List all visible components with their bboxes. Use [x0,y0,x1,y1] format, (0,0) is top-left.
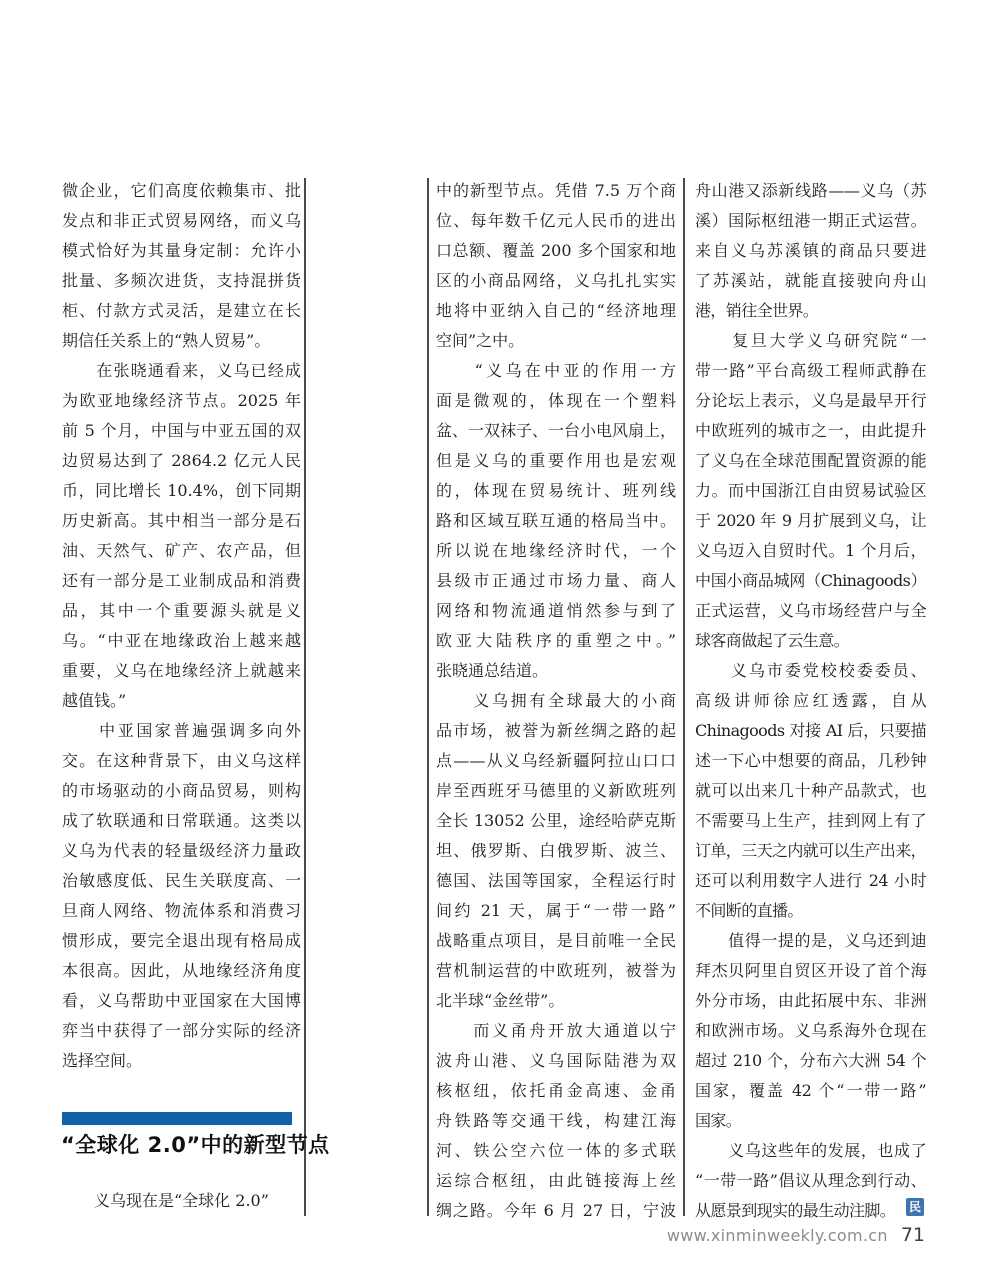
text-line: 就可以出来几十种产品款式，也 [695,781,926,800]
text-line: 前 5 个月，中国与中亚五国的双 [62,421,301,440]
text-line: 本很高。因此，从地缘经济角度 [62,961,301,980]
text-line: 舟山港又添新线路——义乌（苏 [695,181,926,200]
page-footer [667,1224,925,1246]
text-line: 了苏溪站，就能直接驶向舟山 [695,271,926,290]
text-line: 波舟山港、义乌国际陆港为双 [436,1051,676,1070]
text-line: 不需要马上生产，挂到网上有了 [695,811,926,830]
text-line: 于 2020 年 9 月扩展到义乌，让 [695,511,926,530]
text-line: 值得一提的是，义乌还到迪 [695,931,926,950]
text-line: 油、天然气、矿产、农产品，但 [62,541,301,560]
column-divider [304,178,306,1216]
text-line: 义乌市委党校校委委员、 [695,661,926,680]
text-line: 国家，覆盖 42 个“一带一路” [695,1081,926,1100]
text-line: 区的小商品网络，义乌扎扎实实 [436,271,676,290]
text-line: 还可以利用数字人进行 24 小时 [695,871,926,890]
text-line: 弈当中获得了一部分实际的经济 [62,1021,301,1040]
text-line: 国家。 [695,1111,742,1130]
text-line: 义乌拥有全球最大的小商 [436,691,676,710]
text-line: 中亚国家普遍强调多向外 [62,721,301,740]
text-line: 义乌现在是“全球化 2.0” [62,1191,269,1210]
text-line: 选择空间。 [62,1051,143,1070]
text-line: 的市场驱动的小商品贸易，则构 [62,781,301,800]
text-line: 面是微观的，体现在一个塑料 [436,391,676,410]
text-line: 带一路”平台高级工程师武静在 [695,361,926,380]
section-heading-bar [62,1112,292,1125]
text-line: 订单，三天之内就可以生产出来， [695,841,927,860]
text-line: 交。在这种背景下，由义乌这样 [62,751,301,770]
text-line: 和欧洲市场。义乌系海外仓现在 [695,1021,926,1040]
text-line: 为欧亚地缘经济节点。2025 年 [62,391,301,410]
text-line: 外分市场，由此拓展中东、非洲 [695,991,926,1010]
text-line: 口总额、覆盖 200 多个国家和地 [436,241,676,260]
text-line: 点——从义乌经新疆阿拉山口口 [436,751,676,770]
text-line: 历史新高。其中相当一部分是石 [62,511,301,530]
text-line: 网络和物流通道悄然参与到了 [436,601,676,620]
text-line: 岸至西班牙马德里的义新欧班列 [436,781,676,800]
article-column-middle [436,176,676,1226]
text-line: 盆、一双袜子、一台小电风扇上， [436,421,677,440]
text-line: 微企业，它们高度依赖集市、批 [62,181,301,200]
text-line: 空间”之中。 [436,331,525,350]
text-line: 中的新型节点。凭借 7.5 万个商 [436,181,676,200]
text-line: 批量、多频次进货，支持混拼货 [62,271,301,290]
text-line: 而义甬舟开放大通道以宁 [436,1021,676,1040]
text-line: 的，体现在贸易统计、班列线 [436,481,676,500]
text-line: 所以说在地缘经济时代，一个 [436,541,676,560]
text-line: 币，同比增长 10.4%，创下同期 [62,481,301,500]
text-line: 来自义乌苏溪镇的商品只要进 [695,241,926,260]
article-column-right [695,176,926,1226]
text-line: 义乌为代表的轻量级经济力量政 [62,841,301,860]
text-line: 高级讲师徐应红透露，自从 [695,691,926,710]
text-line: 营机制运营的中欧班列，被誉为 [436,961,676,980]
text-line: 成了软联通和日常联通。这类以 [62,811,301,830]
text-line: 欧亚大陆秩序的重塑之中。” [436,631,676,650]
text-line: 不间断的直播。 [695,901,803,920]
text-line: 义乌迈入自贸时代。1 个月后， [695,541,926,560]
column-divider [683,178,685,1216]
text-line: 重要，义乌在地缘经济上就越来 [62,661,301,680]
text-line: 期信任关系上的“熟人贸易”。 [62,331,271,350]
text-line: 间约 21 天，属于“一带一路” [436,901,676,920]
text-line: 河、铁公空六位一体的多式联 [436,1141,676,1160]
text-line: 张晓通总结道。 [436,661,549,680]
text-line: 力。而中国浙江自由贸易试验区 [695,481,926,500]
footer-website-url: www.xinminweekly.com.cn [666,1226,888,1245]
text-line: 义乌这些年的发展，也成了 [695,1141,926,1160]
text-line: 德国、法国等国家，全程运行时 [436,871,676,890]
text-line: 但是义乌的重要作用也是宏观 [436,451,676,470]
footer-page-number: 71 [900,1224,925,1246]
text-line: 分论坛上表示，义乌是最早开行 [695,391,926,410]
text-line: 旦商人网络、物流体系和消费习 [62,901,301,920]
text-line: 品市场，被誉为新丝绸之路的起 [436,721,676,740]
text-line: 北半球“金丝带”。 [436,991,565,1010]
text-line: 越值钱。” [62,691,127,710]
text-line: 核枢纽，依托甬金高速、金甬 [436,1081,676,1100]
text-line: “义乌在中亚的作用一方 [436,361,676,380]
column-divider [427,178,429,1216]
text-line: 绸之路。今年 6 月 27 日，宁波 [436,1201,676,1220]
text-line: 球客商做起了云生意。 [695,631,850,650]
text-line: 县级市正通过市场力量、商人 [436,571,676,590]
article-column-left [62,176,301,1076]
text-line: 还有一部分是工业制成品和消费 [62,571,301,590]
text-line: Chinagoods 对接 AI 后，只要描 [695,721,926,740]
text-line: “一带一路”倡议从理念到行动、 [695,1171,926,1190]
section-heading: “全球化 2.0”中的新型节点 [61,1133,330,1157]
text-line: 港，销往全世界。 [695,301,819,320]
text-line: 乌。“中亚在地缘政治上越来越 [62,631,301,650]
text-line: 惯形成，要完全退出现有格局成 [62,931,301,950]
text-line: 品，其中一个重要源头就是义 [62,601,301,620]
text-line: 运综合枢纽，由此链接海上丝 [436,1171,676,1190]
text-line: 发点和非正式贸易网络，而义乌 [62,211,301,230]
text-line: 路和区域互联互通的格局当中。 [436,511,676,530]
text-line: 战略重点项目，是目前唯一全民 [436,931,676,950]
text-line: 治敏感度低、民生关联度高、一 [62,871,301,890]
text-line: 坦、俄罗斯、白俄罗斯、波兰、 [436,841,676,860]
text-line: 全长 13052 公里，途经哈萨克斯 [436,811,676,830]
text-line: 在张晓通看来，义乌已经成 [62,361,301,380]
text-line: 中欧班列的城市之一，由此提升 [695,421,926,440]
text-line: 模式恰好为其量身定制：允许小 [62,241,301,260]
end-of-article-logo: 民 [906,1198,924,1216]
text-line: 了义乌在全球范围配置资源的能 [695,451,926,470]
text-line: 述一下心中想要的商品，几秒钟 [695,751,926,770]
text-line: 从愿景到现实的最生动注脚。 [695,1201,896,1220]
text-line: 中国小商品城网（Chinagoods） [695,571,926,590]
text-line: 超过 210 个，分布六大洲 54 个 [695,1051,926,1070]
text-line: 看，义乌帮助中亚国家在大国博 [62,991,301,1010]
text-line: 舟铁路等交通干线，构建江海 [436,1111,676,1130]
text-line: 复旦大学义乌研究院“一 [695,331,926,350]
text-line: 溪）国际枢纽港一期正式运营。 [695,211,926,230]
text-line: 地将中亚纳入自己的“经济地理 [436,301,676,320]
text-line: 柜、付款方式灵活，是建立在长 [62,301,301,320]
text-line: 拜杰贝阿里自贸区开设了首个海 [695,961,926,980]
text-line: 正式运营，义乌市场经营户与全 [695,601,926,620]
text-line: 边贸易达到了 2864.2 亿元人民 [62,451,301,470]
text-line: 位、每年数千亿元人民币的进出 [436,211,676,230]
